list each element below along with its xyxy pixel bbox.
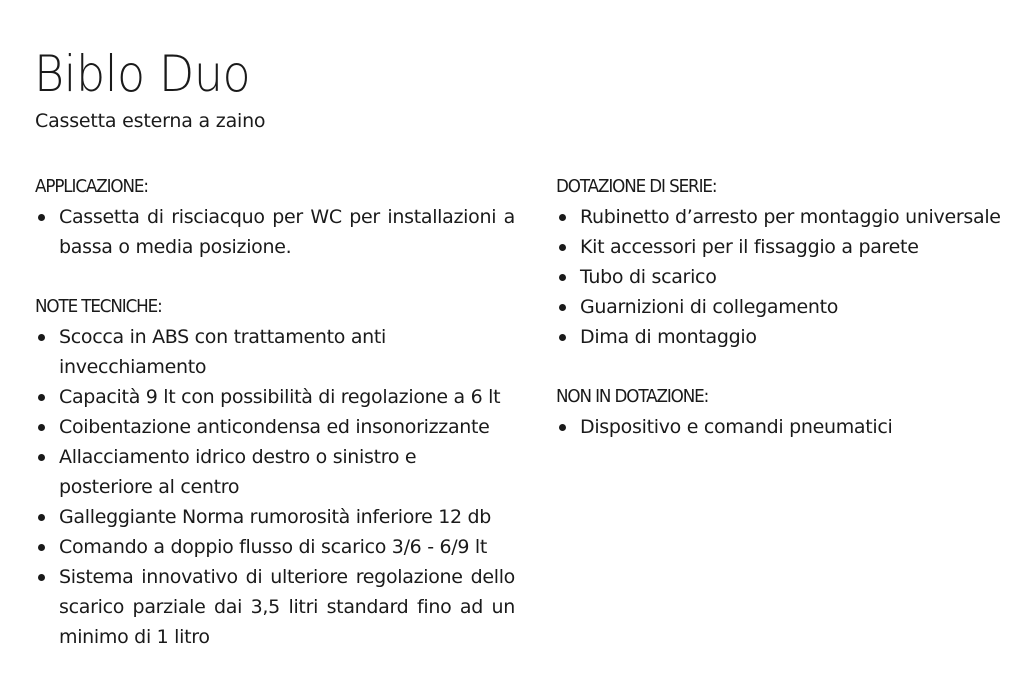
list-item: Kit accessori per il fissaggio a parete [556,232,1001,262]
bullet-list [556,412,1001,442]
product-title: Biblo Duo [34,45,251,103]
list-item: Coibentazione anticondensa ed insonorizzante [35,412,525,442]
bullet-icon [38,544,45,551]
section-heading: NON IN DOTAZIONE: [556,386,709,407]
right-column [556,172,1001,472]
list-item: Capacità 9 lt con possibilità di regolazione a 6 lt [35,382,525,412]
bullet-icon [559,424,566,431]
list-item: Galleggiante Norma rumorosità inferiore 12 db [35,502,525,532]
bullet-icon [38,514,45,521]
bullet-list [35,322,525,652]
bullet-icon [559,274,566,281]
list-item: Tubo di scarico [556,262,1001,292]
bullet-icon [38,454,45,461]
bullet-icon [38,574,45,581]
list-item: Dispositivo e comandi pneumatici [556,412,1001,442]
section-non-in-dotazione [556,382,1001,442]
bullet-icon [38,214,45,221]
section-heading: APPLICAZIONE: [35,176,148,197]
bullet-icon [38,424,45,431]
bullet-icon [559,334,566,341]
list-item: Rubinetto d’arresto per montaggio universale [556,202,1001,232]
list-item: Guarnizioni di collegamento [556,292,1001,322]
left-column [35,172,525,682]
list-item: Sistema innovativo di ulteriore regolazione dello scarico parziale dai 3,5 litri standard fino ad un minimo di 1 litro [35,562,525,652]
section-heading: DOTAZIONE DI SERIE: [556,176,717,197]
bullet-icon [559,244,566,251]
list-item: Cassetta di risciacquo per WC per installazioni a bassa o media posizione. [35,202,525,262]
list-item: Comando a doppio flusso di scarico 3/6 - 6/9 lt [35,532,525,562]
list-item: Scocca in ABS con trattamento anti invecchiamento [35,322,525,382]
bullet-icon [559,304,566,311]
bullet-icon [559,214,566,221]
bullet-list [556,202,1001,352]
bullet-icon [38,394,45,401]
section-note-tecniche [35,292,525,652]
list-item: Allacciamento idrico destro o sinistro e posteriore al centro [35,442,525,502]
section-applicazione [35,172,525,262]
section-dotazione-di-serie [556,172,1001,352]
section-heading: NOTE TECNICHE: [35,296,162,317]
bullet-icon [38,334,45,341]
bullet-list [35,202,525,262]
list-item: Dima di montaggio [556,322,1001,352]
product-subtitle: Cassetta esterna a zaino [35,110,266,132]
